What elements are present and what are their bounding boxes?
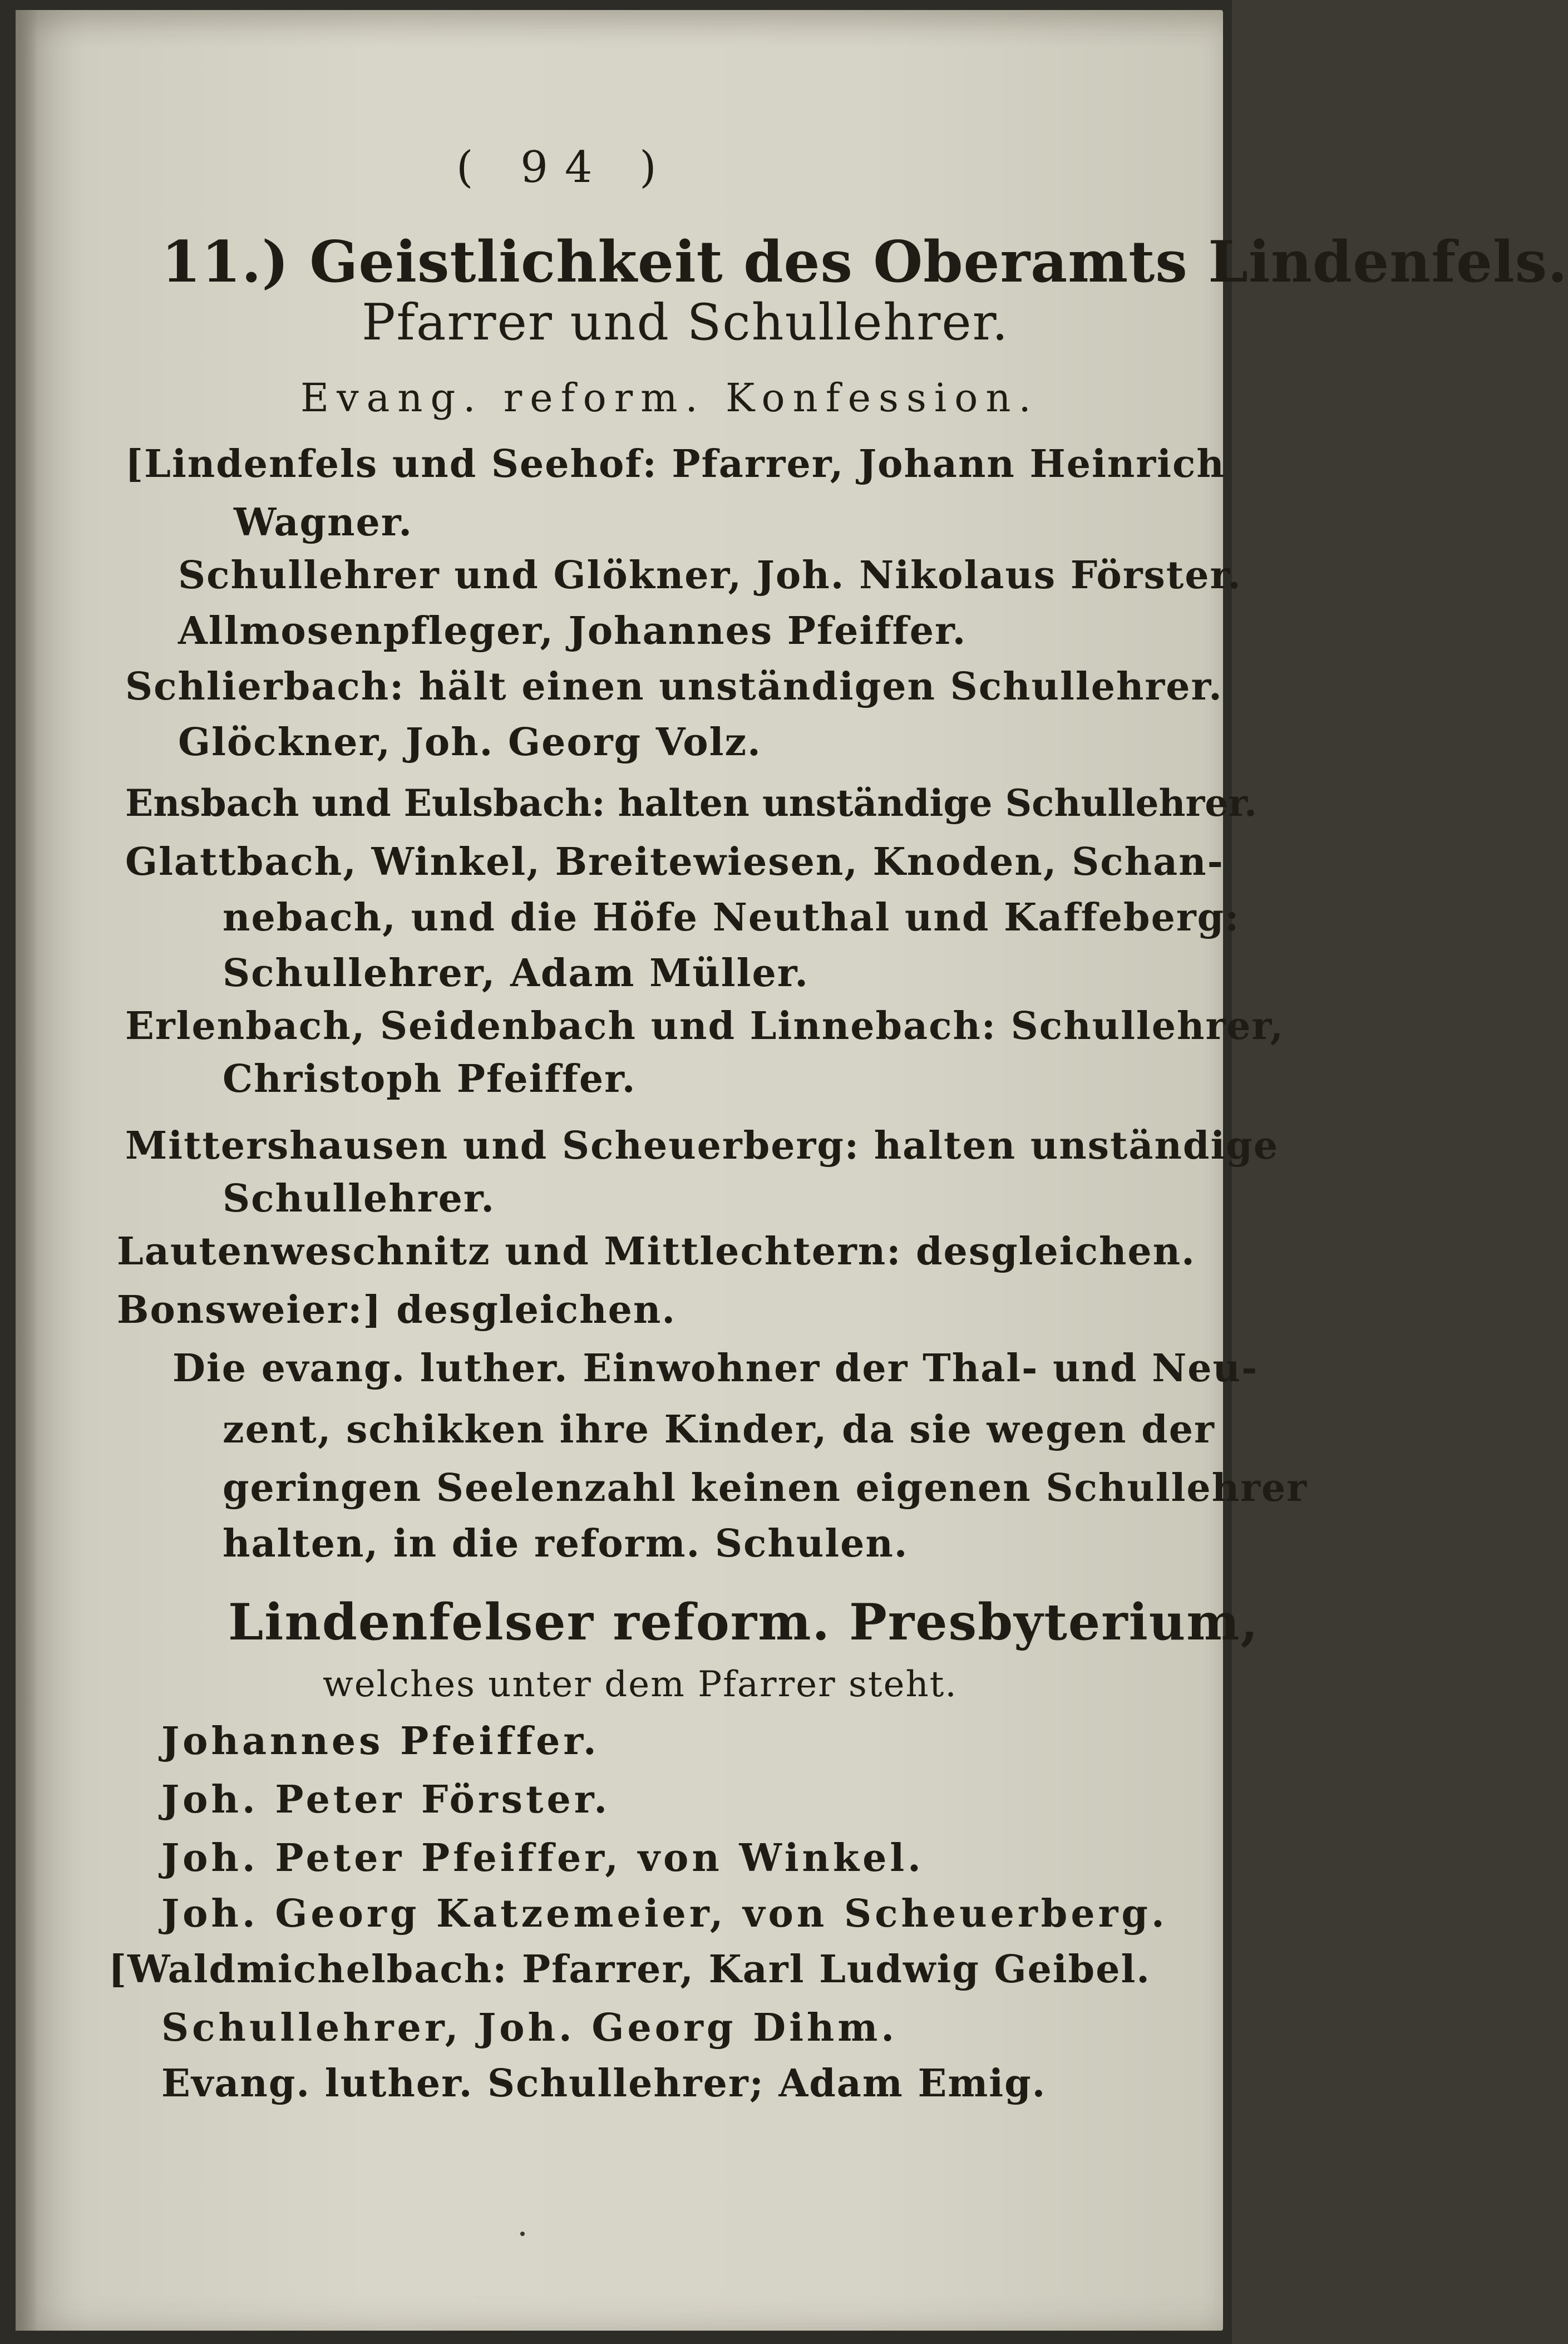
entry-line: Schlierbach: hält einen unständigen Schullehrer. (125, 664, 1223, 709)
entry-line: Glattbach, Winkel, Breitewiesen, Knoden, Schan- (125, 840, 1224, 884)
entry-line: Allmosenpfleger, Johannes Pfeiffer. (178, 609, 967, 653)
closing-line: Evang. luther. Schullehrer; Adam Emig. (161, 2061, 1047, 2106)
entry-line: Bonsweier:] desgleichen. (117, 1288, 677, 1332)
entry-line: zent, schikken ihre Kinder, da sie wegen der (223, 1407, 1215, 1452)
closing-line: [Waldmichelbach: Pfarrer, Karl Ludwig Geibel. (109, 1947, 1151, 1992)
entry-line: Ensbach und Eulsbach: halten unständige Schullehrer. (125, 781, 1257, 825)
entry-line: [Lindenfels und Seehof: Pfarrer, Johann Heinrich (125, 442, 1225, 486)
presbyter-member: Joh. Georg Katzemeier, von Scheuerberg. (161, 1892, 1168, 1936)
ink-speck (520, 2232, 525, 2236)
presbyter-member: Joh. Peter Förster. (161, 1777, 611, 1822)
presbyter-member: Joh. Peter Pfeiffer, von Winkel. (161, 1836, 924, 1880)
entry-line: Die evang. luther. Einwohner der Thal- und Neu- (172, 1346, 1259, 1391)
entry-line: Erlenbach, Seidenbach und Linnebach: Schullehrer, (125, 1004, 1285, 1048)
presbyterium-heading: Lindenfelser reform. Presbyterium, (228, 1593, 1259, 1652)
page-number: ( 94 ) (456, 142, 673, 193)
section-title: 11.) Geistlichkeit des Oberamts Lindenfels. (161, 229, 1568, 296)
section-subtitle: Pfarrer und Schullehrer. (362, 293, 1009, 352)
entry-line: Schullehrer und Glökner, Joh. Nikolaus Förster. (178, 553, 1242, 598)
entry-line: Mittershausen und Scheuerberg: halten unständige (125, 1124, 1279, 1168)
confession-heading: Evang. reform. Konfession. (300, 375, 1039, 421)
entry-line: Glöckner, Joh. Georg Volz. (178, 720, 762, 765)
entry-line: geringen Seelenzahl keinen eigenen Schullehrer (223, 1466, 1308, 1510)
presbyterium-subheading: welches unter dem Pfarrer steht. (323, 1664, 958, 1705)
entry-line: Schullehrer. (223, 1176, 496, 1221)
closing-line: Schullehrer, Joh. Georg Dihm. (161, 2006, 898, 2050)
entry-line: Christoph Pfeiffer. (223, 1057, 637, 1101)
presbyter-member: Johannes Pfeiffer. (161, 1719, 600, 1764)
entry-line: Lautenweschnitz und Mittlechtern: desgleichen. (117, 1229, 1196, 1274)
entry-line: nebach, und die Höfe Neuthal und Kaffeberg: (223, 895, 1240, 940)
entry-line: halten, in die reform. Schulen. (223, 1521, 909, 1566)
entry-line: Schullehrer, Adam Müller. (223, 951, 809, 996)
entry-line: Wagner. (234, 500, 413, 545)
